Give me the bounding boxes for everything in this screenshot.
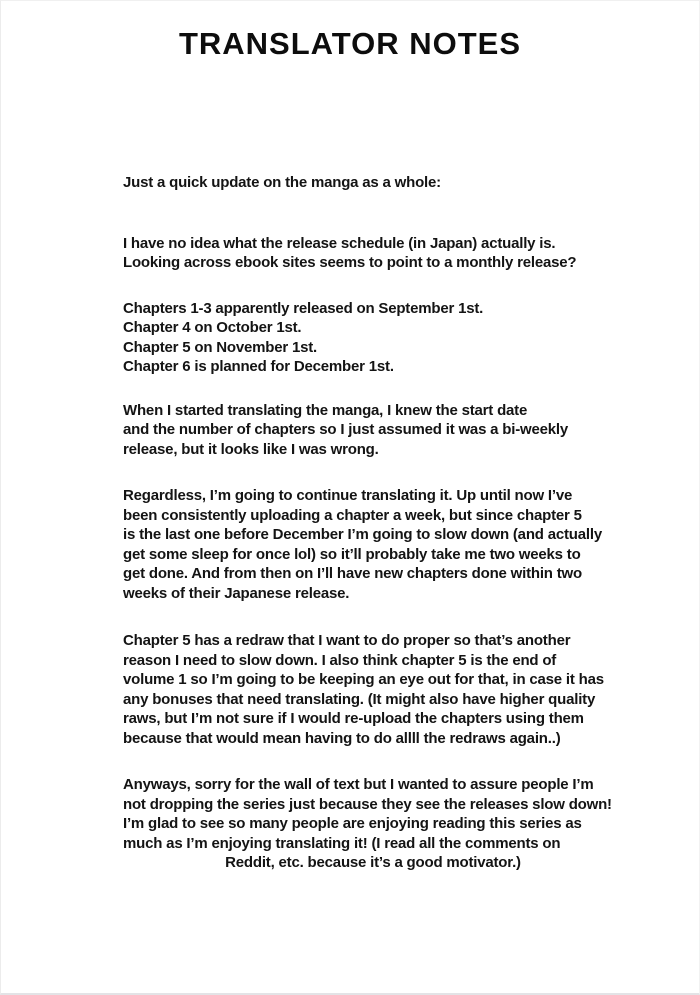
text-line: Chapter 6 is planned for December 1st. <box>123 358 394 375</box>
text-line: Reddit, etc. because it’s a good motivator.) <box>225 854 521 871</box>
text-line: weeks of their Japanese release. <box>123 584 350 602</box>
text-line: and the number of chapters so I just assumed it was a bi-weekly <box>123 421 569 438</box>
text-line: Chapters 1-3 apparently released on September 1st. <box>123 299 484 317</box>
paragraph-update-intro <box>123 173 623 193</box>
text-line: Anyways, sorry for the wall of text but I wanted to assure people I’m <box>123 776 594 793</box>
text-line: because that would mean having to do allll the redraws again..) <box>123 729 561 747</box>
text-line: get done. And from then on I’ll have new chapters done within two <box>123 565 582 582</box>
text-line: Looking across ebook sites seems to point to a monthly release? <box>123 254 577 271</box>
text-line: release, but it looks like I was wrong. <box>123 440 379 458</box>
text-line: Chapter 5 has a redraw that I want to do proper so that’s another <box>123 632 571 649</box>
text-line: get some sleep for once lol) so it’ll probably take me two weeks to <box>123 545 581 563</box>
text-line: volume 1 so I’m going to be keeping an eye out for that, in case it has <box>123 671 604 688</box>
text-line: When I started translating the manga, I knew the start date <box>123 401 528 419</box>
text-line: is the last one before December I’m going to slow down (and actually <box>123 526 602 543</box>
paragraph-chapter5-redraw <box>123 631 623 748</box>
text-line: any bonuses that need translating. (It might also have higher quality <box>123 690 596 708</box>
paragraph-slowdown-plan <box>123 486 623 603</box>
text-line: Chapter 4 on October 1st. <box>123 319 302 336</box>
text-line: I have no idea what the release schedule (in Japan) actually is. <box>123 234 556 252</box>
page-title: TRANSLATOR NOTES <box>178 26 522 61</box>
text-line: I’m glad to see so many people are enjoying reading this series as <box>123 815 582 832</box>
text-line: Just a quick update on the manga as a whole: <box>123 174 441 191</box>
text-line: Chapter 5 on November 1st. <box>123 338 318 356</box>
paragraph-biweekly-assumption <box>123 401 623 460</box>
text-line: not dropping the series just because they see the releases slow down! <box>123 795 612 813</box>
text-line: reason I need to slow down. I also think chapter 5 is the end of <box>123 651 557 669</box>
paragraph-closing <box>123 775 623 873</box>
text-line: much as I’m enjoying translating it! (I read all the comments on <box>123 834 561 852</box>
notes-body <box>123 173 623 873</box>
paragraph-chapter-dates <box>123 299 623 377</box>
text-line: Regardless, I’m going to continue translating it. Up until now I’ve <box>123 487 573 504</box>
text-line: been consistently uploading a chapter a week, but since chapter 5 <box>123 506 582 524</box>
text-line: raws, but I’m not sure if I would re-upload the chapters using them <box>123 710 584 727</box>
paragraph-release-schedule <box>123 234 623 273</box>
